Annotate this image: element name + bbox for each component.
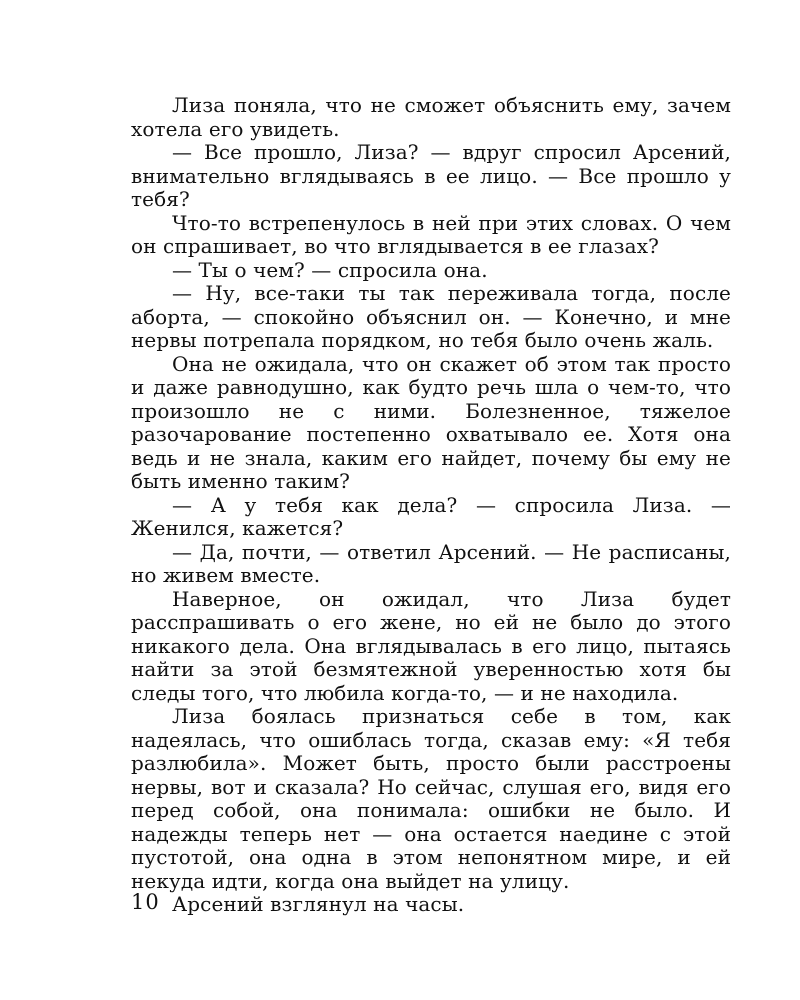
paragraph: Лиза поняла, что не сможет объяснить ему, зачем хотела его увидеть. [131, 93, 731, 141]
paragraph: — Ты о чем? — спросила она. [172, 257, 488, 282]
paragraph: — Да, почти, — ответил Арсений. — Не расписаны, но живем вместе. [131, 539, 731, 587]
page-number: 10 [131, 890, 160, 914]
paragraph: Лиза боялась признаться себе в том, как надеялась, что ошиблась тогда, сказав ему: «Я тебя разлюбила». Может быть, просто были расстроены нервы, вот и сказала? Но сейчас, слушая его, видя его перед собой, она понимала: ошибки не было. И надежды теперь нет — она остается наедине с этой пустотой, она одна в этом непонятном мире, и ей некуда идти, когда она выйдет на улицу. [131, 704, 731, 893]
page-body-text [131, 94, 731, 917]
paragraph: — Все прошло, Лиза? — вдруг спросил Арсений, внимательно вглядываясь в ее лицо. — Все прошло у тебя? [131, 140, 731, 211]
paragraph: Она не ожидала, что он скажет об этом так просто и даже равнодушно, как будто речь шла о чем-то, что произошло не с ними. Болезненное, тяжелое разочарование постепенно охватывало ее. Хотя она ведь и не знала, каким его найдет, почему бы ему не быть именно таким? [131, 351, 731, 493]
paragraph: Арсений взглянул на часы. [172, 892, 465, 916]
paragraph: Наверное, он ожидал, что Лиза будет расспрашивать о его жене, но ей не было до этого никакого дела. Она вглядывалась в его лицо, пытаясь найти за этой безмятежной уверенностью хотя бы следы того, что любила когда-то, — и не находила. [131, 586, 731, 705]
paragraph: — А у тебя как дела? — спросила Лиза. — Женился, кажется? [131, 492, 731, 540]
paragraph: — Ну, все-таки ты так переживала тогда, после аборта, — спокойно объяснил он. — Конечно, и мне нервы потрепала порядком, но тебя было очень жаль. [131, 281, 731, 352]
paragraph: Что-то встрепенулось в ней при этих словах. О чем он спрашивает, во что вглядывается в ее глазах? [131, 210, 731, 258]
